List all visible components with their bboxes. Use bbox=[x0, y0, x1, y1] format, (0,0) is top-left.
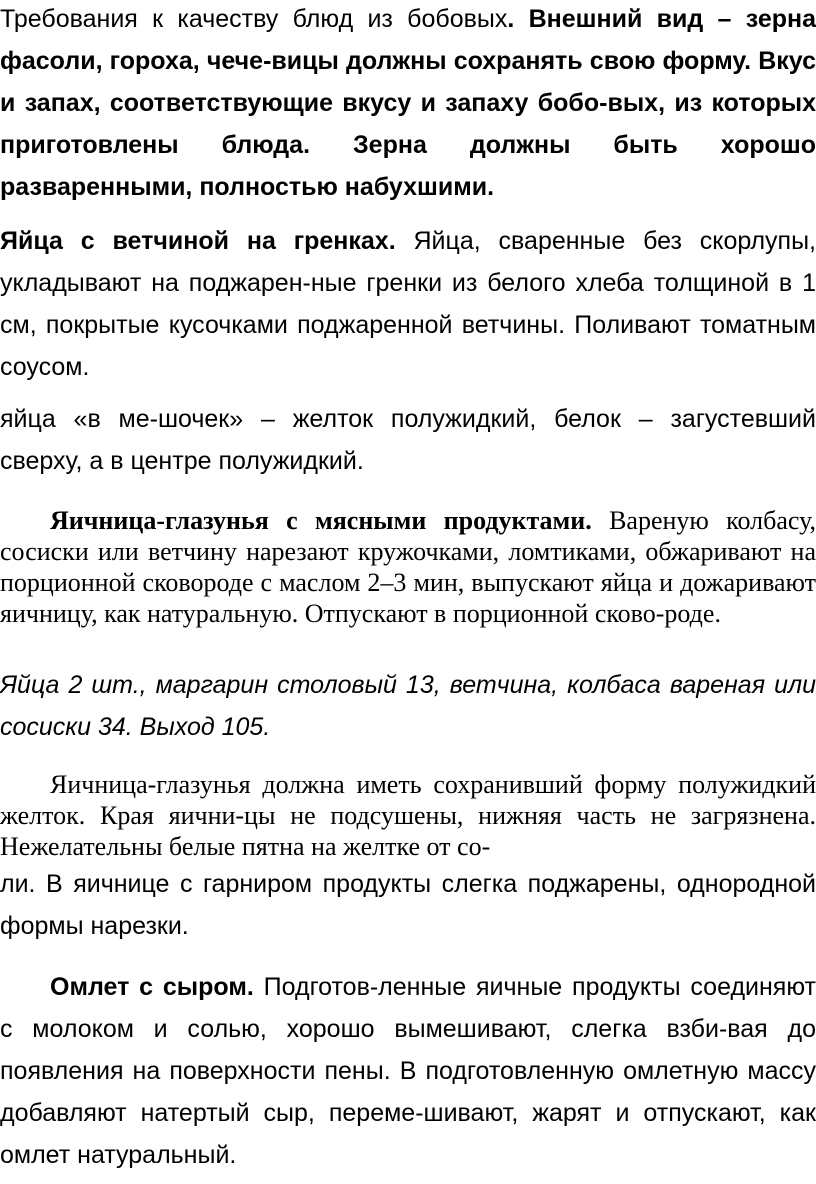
paragraph-text: Яйца 2 шт., маргарин столовый 13, ветчина, колбаса вареная или сосиски 34. Выход 105. bbox=[0, 671, 816, 741]
paragraph-legume-quality bbox=[0, 0, 816, 208]
section-heading: Яичница-глазунья с мясными продуктами. bbox=[50, 506, 592, 535]
paragraph-text: яйца «в ме-шочек» – желток полужидкий, белок – загустевший сверху, а в центре полужидкий. bbox=[0, 405, 816, 475]
paragraph-fried-eggs-quality bbox=[0, 769, 816, 862]
paragraph-text: ли. В яичнице с гарниром продукты слегка поджарены, однородной формы нарезки. bbox=[0, 870, 816, 940]
paragraph-text: Вареную колбасу, сосиски или ветчину нарезают кружочками, ломтиками, обжаривают на порционной сковороде с маслом 2–3 мин, выпускают яйца и дожаривают яичницу, как натуральную. Отпускают в порционной сково-роде. bbox=[0, 506, 816, 628]
paragraph-eggs-ham-toast bbox=[0, 220, 816, 388]
paragraph-omelette-cheese bbox=[0, 966, 816, 1176]
paragraph-fried-eggs-garnish bbox=[0, 863, 816, 947]
paragraph-recipe-yield bbox=[0, 664, 816, 748]
section-heading: Яйца с ветчиной на гренках. bbox=[0, 227, 396, 255]
section-heading: Омлет с сыром. bbox=[50, 973, 254, 1001]
paragraph-text-bold-dot: . Внешний вид – зерна фасоли, гороха, чече-вицы должны сохранять свою форму. Вкус и запах, соответствующие вкусу и запаху бобо-вых, из которых приготовлены блюда. Зерна должны быть хорошо разваренными, полностью набухшими. bbox=[0, 5, 816, 201]
paragraph-text: Яичница-глазунья должна иметь сохранивший форму полужидкий желток. Края яични-цы не подсушены, нижняя часть не загрязнена. Нежелательны белые пятна на желтке от со- bbox=[0, 770, 816, 861]
paragraph-text: Яйца, сваренные без скорлупы, укладывают на поджарен-ные гренки из белого хлеба толщиной в 1 см, покрытые кусочками поджаренной ветчины. Поливают томатным соусом. bbox=[0, 227, 816, 381]
paragraph-soft-boiled-eggs bbox=[0, 398, 816, 482]
paragraph-text: Требования к качеству блюд из бобовых bbox=[0, 5, 508, 33]
paragraph-text: Подготов-ленные яичные продукты соединяют с молоком и солью, хорошо вымешивают, слегка взби-вая до появления на поверхности пены. В подготовленную омлетную массу добавляют натертый сыр, переме-шивают, жарят и отпускают, как омлет натуральный. bbox=[0, 973, 816, 1169]
paragraph-fried-eggs-meat bbox=[0, 505, 816, 629]
